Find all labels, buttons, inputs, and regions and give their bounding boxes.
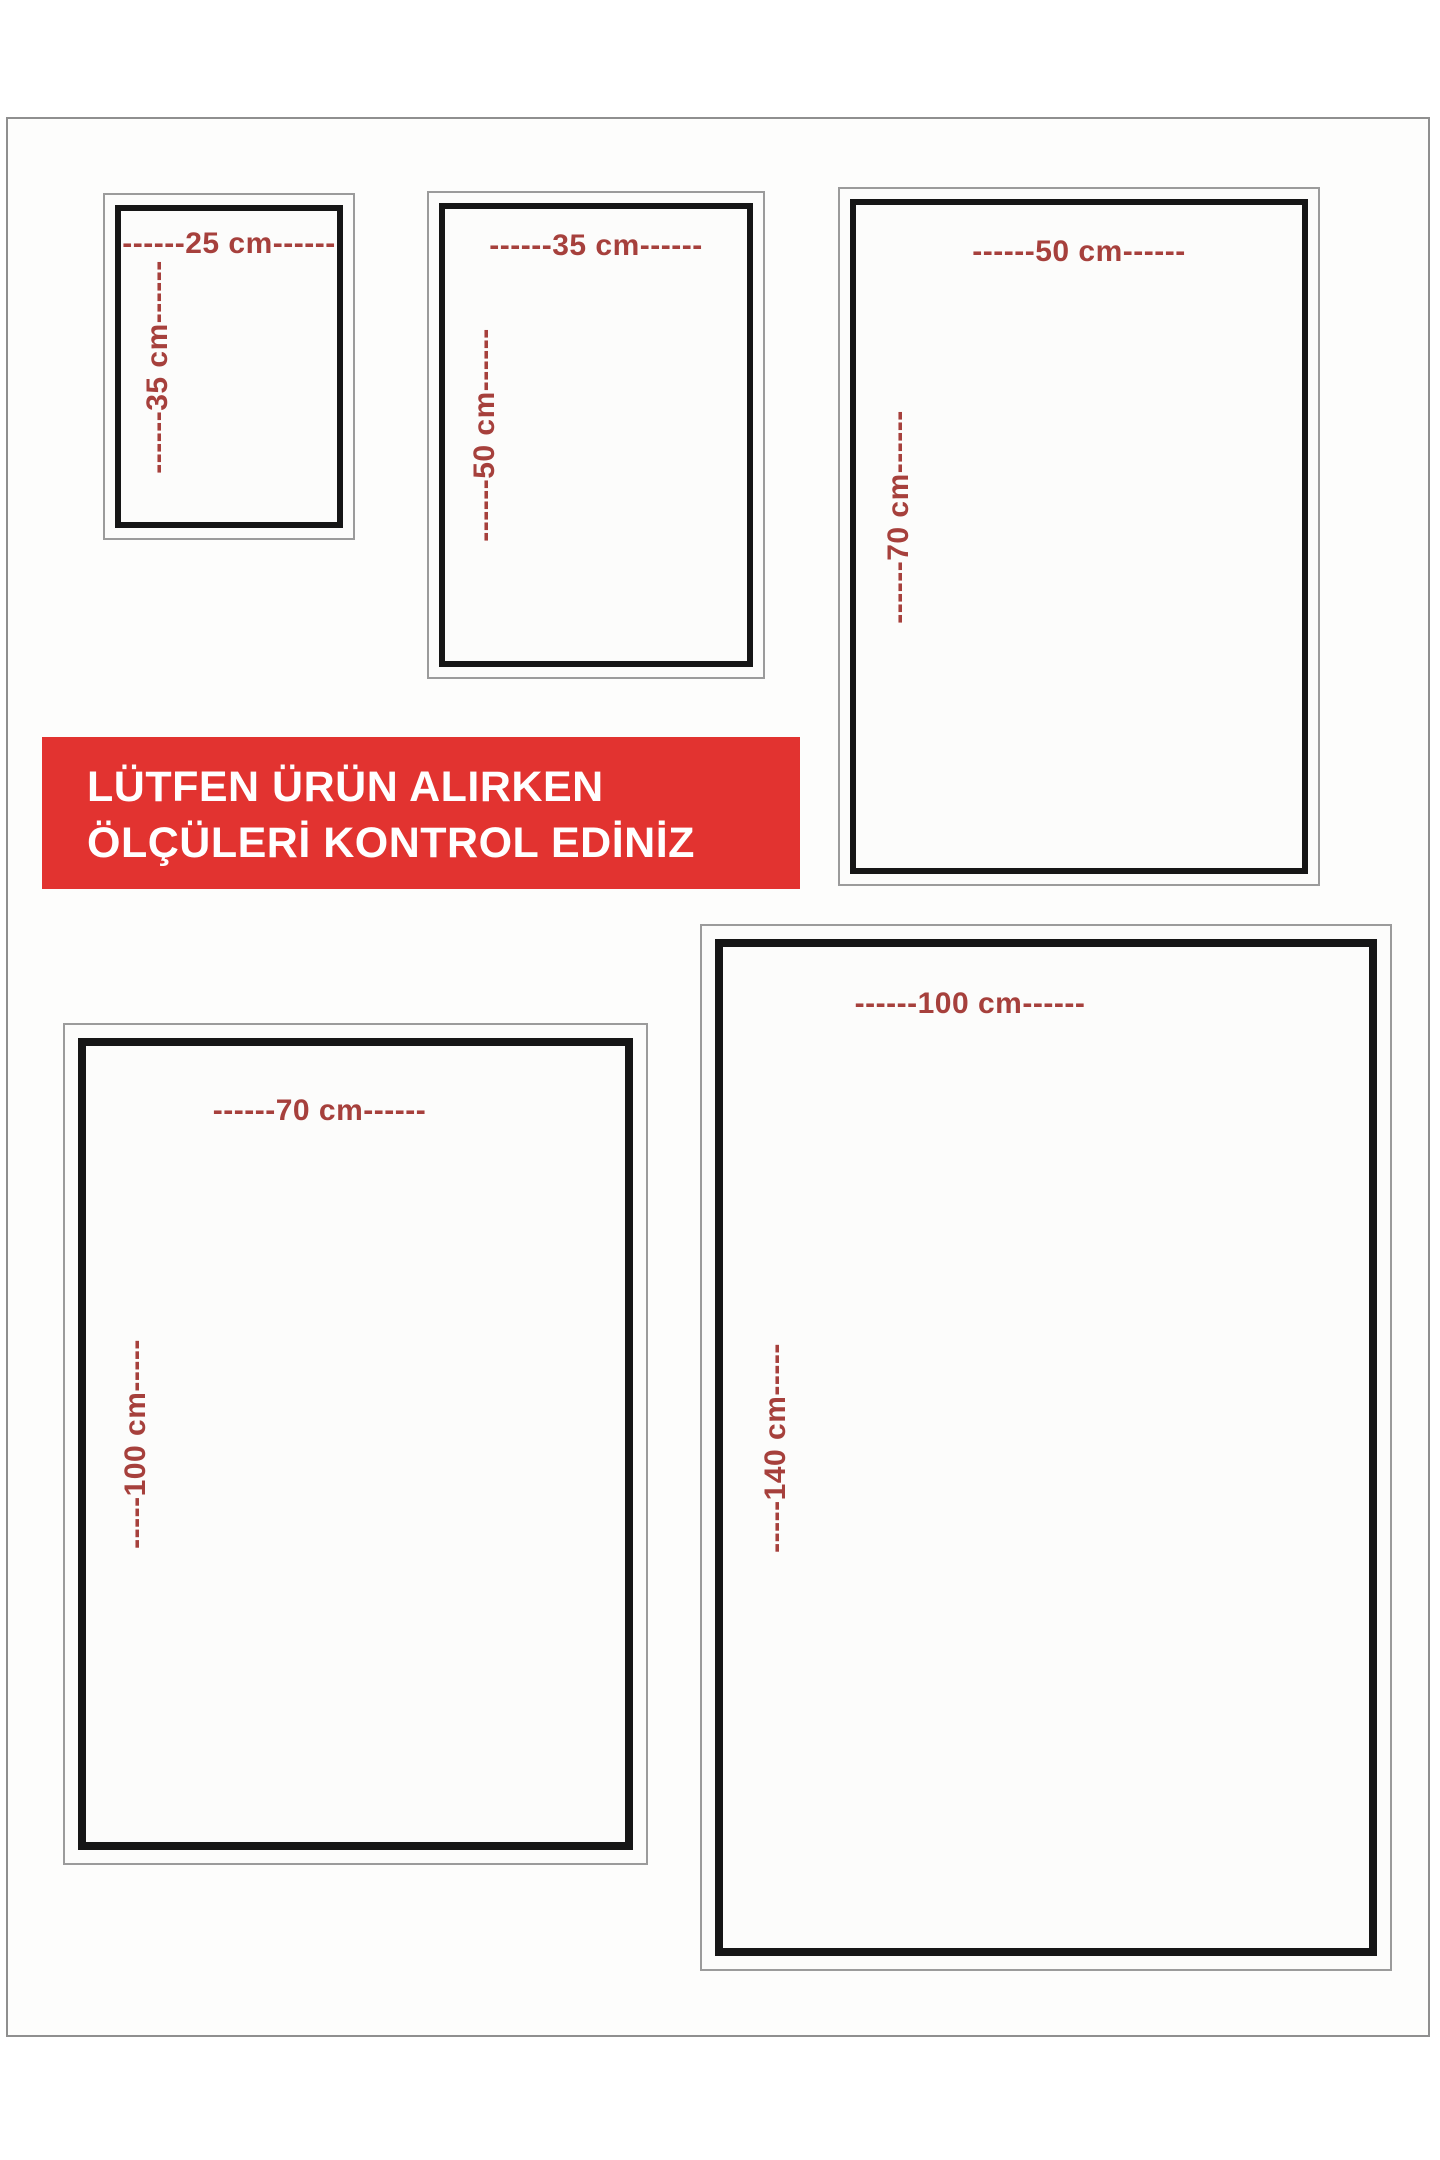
height-dimension-label: -----100 cm----- bbox=[119, 1339, 152, 1549]
size-box-35x50-border bbox=[439, 203, 753, 667]
size-box-70x100 bbox=[63, 1023, 648, 1865]
size-box-25x35 bbox=[103, 193, 355, 540]
size-box-50x70-border bbox=[850, 199, 1308, 874]
width-dimension-label: ------50 cm------ bbox=[972, 235, 1186, 268]
width-dimension-label: ------70 cm------ bbox=[212, 1094, 427, 1127]
size-box-70x100-border bbox=[78, 1038, 633, 1850]
size-box-100x140-border bbox=[715, 939, 1377, 1956]
warning-banner-line1: LÜTFEN ÜRÜN ALIRKEN bbox=[87, 763, 604, 811]
width-dimension-label: ------35 cm------ bbox=[489, 229, 703, 262]
size-box-35x50 bbox=[427, 191, 765, 679]
warning-banner-line2: ÖLÇÜLERİ KONTROL EDİNİZ bbox=[87, 819, 695, 867]
size-box-25x35-border bbox=[115, 205, 343, 528]
width-dimension-label: ------25 cm------ bbox=[122, 227, 336, 260]
height-dimension-label: ------70 cm------ bbox=[882, 409, 915, 624]
width-dimension-label: ------100 cm------ bbox=[854, 987, 1086, 1020]
height-dimension-label: ------35 cm------ bbox=[141, 259, 174, 474]
size-box-50x70 bbox=[838, 187, 1320, 886]
size-box-100x140 bbox=[700, 924, 1392, 1971]
height-dimension-label: ------50 cm------ bbox=[468, 328, 501, 542]
warning-banner bbox=[42, 737, 800, 889]
height-dimension-label: -----140 cm----- bbox=[759, 1342, 792, 1553]
